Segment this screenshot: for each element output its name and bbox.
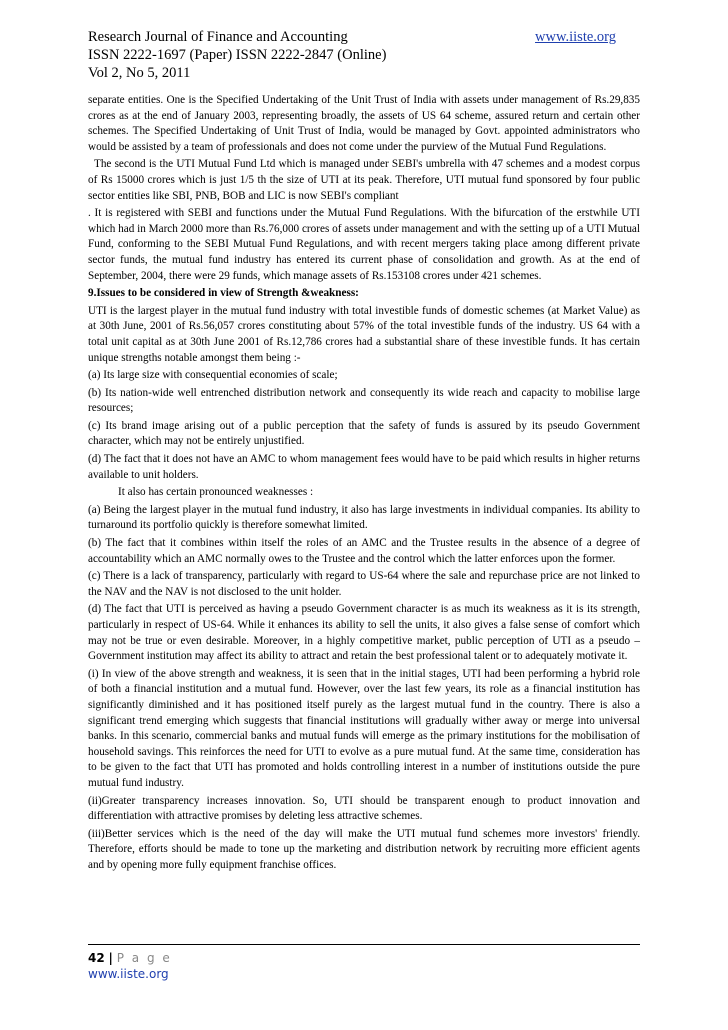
article-body [88, 93, 640, 876]
weakness-item-d: (d) The fact that UTI is perceived as having a pseudo Government character is as much its weakness as it is its strength, particularly in respect of US-64. While it enhances its ability to sell the units, it also gives a false sense of comfort which may not be true or even desirable. Moreover, in a highly competitive market, public perception of UTI as a pseudo – Government institution may affect its ability to attract and retain the best professional talent or to adequately motivate it. [88, 603, 640, 663]
weakness-item-a: (a) Being the largest player in the mutual fund industry, it also has large investments in individual companies. Its ability to turnaround its portfolio quickly is therefore somewhat limited. [88, 503, 640, 532]
recommendation-iii: (iii)Better services which is the need of the day will make the UTI mutual fund schemes more investors' friendly. Therefore, efforts should be made to tone up the marketing and distribution network by recruiting more efficient agents and by opening more fully equipment franchise offices. [88, 827, 640, 871]
page-separator: | [108, 951, 113, 965]
issn-line: ISSN 2222-1697 (Paper) ISSN 2222-2847 (Online) [88, 47, 387, 63]
page-footer [88, 950, 172, 982]
recommendation-i: (i) In view of the above strength and weakness, it is seen that in the initial stages, UTI had been performing a hybrid role of both a financial institution and a mutual fund. However, over the last few years, its role as a financial institution has significantly diminished and it has positioned itself purely as the largest mutual fund in the country. There is also a significant trend emerging which suggests that financial institutions will gradually wither away or merge into universal banks. In this scenario, commercial banks and mutual funds will emerge as the primary institutions for the mobilisation of household savings. This reinforces the need for UTI to evolve as a pure mutual fund. At the same time, consideration has to be given to the fact that UTI has promoted and holds controlling interest in a number of institutions outside the pure mutual fund industry. [88, 667, 640, 789]
weakness-item-b: (b) The fact that it combines within itself the roles of an AMC and the Trustee results in the absence of a degree of accountability which an AMC normally owes to the Trustee and the control which the latter enforces upon the former. [88, 537, 640, 565]
recommendation-ii: (ii)Greater transparency increases innovation. So, UTI should be transparent enough to product innovation and differentiation with attractive promises by deleting less attractive schemes. [88, 794, 640, 823]
paragraph-specified-undertaking: separate entities. One is the Specified Undertaking of the Unit Trust of India with assets under management of Rs.29,835 crores as at the end of January 2003, representing broadly, the assets of US 64 scheme, assured return and certain other schemes. The Specified Undertaking of Unit Trust of India, would be managed by Govt. appointed administrators who would be assisted by a team of professionals and does not come under the purview of the Mutual Fund Regulations. [88, 94, 640, 153]
journal-title: Research Journal of Finance and Accounting [88, 29, 348, 45]
strength-item-d: (d) The fact that it does not have an AMC to whom management fees would have to be paid which results in higher returns available to unit holders. [88, 453, 640, 481]
strength-item-c: (c) Its brand image arising out of a public perception that the safety of funds is assured by its pseudo Government character, which may not be entirely unjustified. [88, 419, 640, 448]
page-word: P a g e [116, 951, 172, 965]
weakness-item-c: (c) There is a lack of transparency, particularly with regard to US-64 where the sale and repurchase price are not linked to the NAV and the NAV is not disclosed to the unit holder. [88, 570, 640, 598]
footer-divider [88, 944, 640, 945]
paragraph-uti-largest-player: UTI is the largest player in the mutual fund industry with total investible funds of domestic schemes (at Market Value) as at 30th June, 2001 of Rs.56,057 crores constituting about 57% of the total investible funds of the industry. US 64 with a total unit capital as at 30th June 2001 of Rs.12,786 crores had a substantial share of these investible funds. It has certain unique strengths notable amongst them being :- [88, 304, 640, 364]
footer-site-link[interactable]: www.iiste.org [88, 967, 169, 981]
page-header [88, 28, 644, 82]
header-row-1 [88, 28, 644, 46]
strength-item-b: (b) Its nation-wide well entrenched distribution network and consequently its wide reach and capacity to mobilise large resources; [88, 386, 640, 415]
strength-item-a: (a) Its large size with consequential economies of scale; [88, 369, 338, 382]
page-number-line [88, 950, 172, 966]
weaknesses-intro: It also has certain pronounced weaknesses : [118, 486, 314, 499]
section-heading-issues: 9.Issues to be considered in view of Strength &weakness: [88, 287, 359, 300]
journal-url-link[interactable]: www.iiste.org [535, 29, 616, 45]
paragraph-sebi-registration: . It is registered with SEBI and functions under the Mutual Fund Regulations. With the bifurcation of the erstwhile UTI which had in March 2000 more than Rs.76,000 crores of assets under management and with the setting up of a UTI Mutual Fund, conforming to the SEBI Mutual Fund Regulations, and with recent mergers taking place among different private sector funds, the mutual fund industry has entered its current phase of consolidation and growth. As at the end of September, 2004, there were 29 funds, which manage assets of Rs.153108 crores under 421 schemes. [88, 207, 640, 282]
page-number: 42 [88, 951, 105, 965]
paragraph-uti-mutual-fund: The second is the UTI Mutual Fund Ltd which is managed under SEBI's umbrella with 47 schemes and a modest corpus of Rs 15000 crores which is just 1/5 th the size of UTI at its peak. Therefore, UTI mutual fund sponsored by four public sector entities like SBI, PNB, BOB and LIC is now SEBI's compliant [88, 158, 640, 202]
volume-line: Vol 2, No 5, 2011 [88, 65, 191, 81]
